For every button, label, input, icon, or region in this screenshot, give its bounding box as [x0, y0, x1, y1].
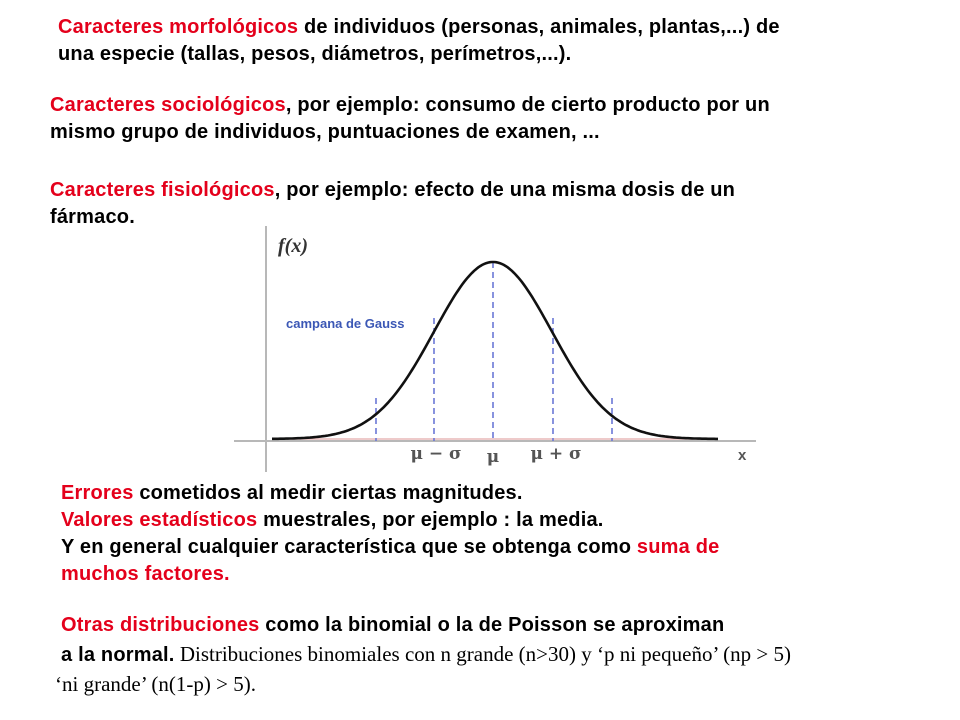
p4-line1: cometidos al medir ciertas magnitudes.	[133, 482, 523, 504]
y-axis-label: f(x)	[278, 235, 308, 257]
p5-line2-bold: a la normal.	[61, 644, 175, 666]
term-morfologicos: Caracteres morfológicos	[58, 16, 299, 38]
term-muchos-factores: muchos factores.	[61, 563, 230, 585]
tick-label-mu: μ	[486, 447, 500, 467]
term-otras-distribuciones: Otras distribuciones	[61, 614, 260, 636]
p5-line3-serif: ‘ni grande’ (n(1-p) > 5).	[55, 672, 256, 696]
term-fisiologicos: Caracteres fisiológicos	[50, 179, 275, 201]
paragraph-otras-distribuciones	[55, 611, 791, 700]
paragraph-errores	[61, 480, 719, 588]
p3-line1: , por ejemplo: efecto de una misma dosis de un	[274, 179, 736, 201]
tick-label-mu-plus-sigma: μ + σ	[530, 444, 582, 464]
p3-line2: fármaco.	[50, 206, 135, 228]
p4-line2: muestrales, por ejemplo : la media.	[257, 509, 604, 531]
p4-line3: Y en general cualquier característica que se obtenga como	[61, 536, 637, 558]
term-valores-estadisticos: Valores estadísticos	[61, 509, 258, 531]
gauss-bell-curve	[272, 262, 718, 439]
tick-label-mu-minus-sigma: μ − σ	[410, 444, 462, 464]
p5-line1: como la binomial o la de Poisson se aproximan	[259, 614, 725, 636]
term-errores: Errores	[61, 482, 134, 504]
p5-line2-serif: Distribuciones binomiales con n grande (n>30) y ‘p ni pequeño’ (np > 5)	[174, 642, 791, 666]
p1-line2: una especie (tallas, pesos, diámetros, perímetros,...).	[58, 43, 572, 65]
gauss-bell-figure	[232, 222, 760, 474]
curve-label: campana de Gauss	[286, 316, 405, 331]
paragraph-morfologicos	[58, 14, 780, 68]
p1-line1: de individuos (personas, animales, plantas,...) de	[298, 16, 780, 38]
paragraph-sociologicos	[50, 92, 770, 146]
p2-line1: , por ejemplo: consumo de cierto producto por un	[285, 94, 770, 116]
x-axis-label: x	[738, 447, 747, 464]
term-sociologicos: Caracteres sociológicos	[50, 94, 286, 116]
p2-line2: mismo grupo de individuos, puntuaciones de examen, ...	[50, 121, 600, 143]
term-suma-de: suma de	[636, 536, 720, 558]
